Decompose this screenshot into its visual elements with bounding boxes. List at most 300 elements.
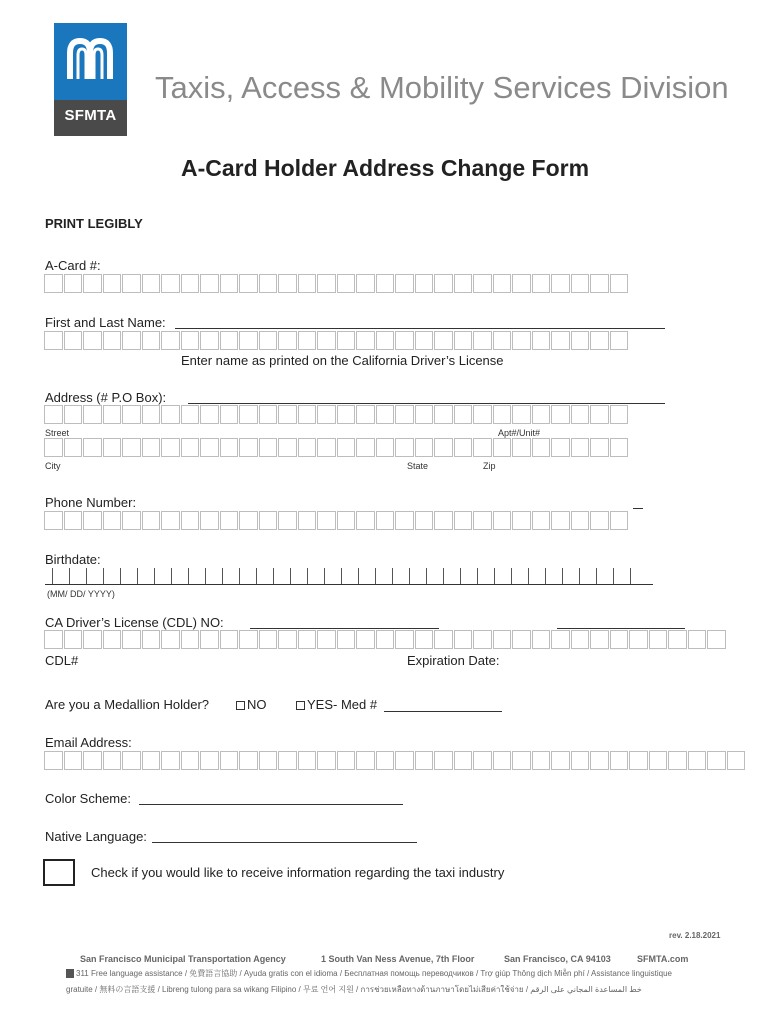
date-tick[interactable] — [392, 568, 407, 584]
char-box[interactable] — [181, 438, 200, 457]
date-tick[interactable] — [358, 568, 373, 584]
char-box[interactable] — [454, 751, 473, 770]
char-box[interactable] — [44, 511, 63, 530]
char-box[interactable] — [434, 751, 453, 770]
medallion-question: Are you a Medallion Holder? — [45, 697, 210, 712]
char-box[interactable] — [395, 630, 414, 649]
char-box[interactable] — [551, 751, 570, 770]
date-tick[interactable] — [290, 568, 305, 584]
street-caption: Street — [45, 428, 70, 438]
char-box[interactable] — [571, 331, 590, 350]
char-box[interactable] — [161, 274, 180, 293]
medallion-yes-option[interactable] — [296, 697, 377, 712]
char-box[interactable] — [454, 274, 473, 293]
char-box[interactable] — [610, 438, 629, 457]
char-box[interactable] — [376, 274, 395, 293]
char-box[interactable] — [278, 405, 297, 424]
char-box[interactable] — [415, 751, 434, 770]
date-tick[interactable] — [222, 568, 237, 584]
char-box[interactable] — [473, 630, 492, 649]
char-box[interactable] — [122, 511, 141, 530]
char-box[interactable] — [532, 511, 551, 530]
char-box[interactable] — [103, 405, 122, 424]
char-box[interactable] — [415, 630, 434, 649]
char-box[interactable] — [298, 751, 317, 770]
color-scheme-label: Color Scheme: — [45, 791, 131, 806]
char-box[interactable] — [376, 405, 395, 424]
address-label: Address (# P.O Box): — [45, 390, 167, 405]
char-box[interactable] — [142, 405, 161, 424]
date-tick[interactable] — [494, 568, 509, 584]
char-box[interactable] — [259, 438, 278, 457]
char-box[interactable] — [181, 331, 200, 350]
char-box[interactable] — [142, 511, 161, 530]
char-box[interactable] — [668, 751, 687, 770]
char-box[interactable] — [161, 751, 180, 770]
char-box[interactable] — [376, 630, 395, 649]
char-box[interactable] — [590, 438, 609, 457]
char-box[interactable] — [512, 405, 531, 424]
char-box[interactable] — [122, 438, 141, 457]
char-box[interactable] — [259, 405, 278, 424]
char-box[interactable] — [259, 331, 278, 350]
date-tick[interactable] — [511, 568, 526, 584]
char-box[interactable] — [44, 274, 63, 293]
char-box[interactable] — [493, 511, 512, 530]
char-box[interactable] — [395, 274, 414, 293]
char-box[interactable] — [356, 438, 375, 457]
char-box[interactable] — [317, 274, 336, 293]
char-box[interactable] — [83, 630, 102, 649]
char-box[interactable] — [415, 274, 434, 293]
char-box[interactable] — [337, 630, 356, 649]
char-box[interactable] — [571, 274, 590, 293]
char-box[interactable] — [493, 751, 512, 770]
footer-city: San Francisco, CA 94103 — [504, 954, 611, 964]
date-tick[interactable] — [52, 568, 67, 584]
birthdate-input-ticks[interactable] — [52, 568, 647, 584]
expiration-caption: Expiration Date: — [407, 653, 500, 668]
date-tick[interactable] — [579, 568, 594, 584]
char-box[interactable] — [298, 405, 317, 424]
date-tick[interactable] — [256, 568, 271, 584]
char-box[interactable] — [200, 405, 219, 424]
char-box[interactable] — [337, 511, 356, 530]
char-box[interactable] — [337, 438, 356, 457]
char-box[interactable] — [434, 331, 453, 350]
char-box[interactable] — [337, 331, 356, 350]
date-tick[interactable] — [341, 568, 356, 584]
char-box[interactable] — [239, 405, 258, 424]
char-box[interactable] — [278, 274, 297, 293]
date-tick[interactable] — [477, 568, 492, 584]
char-box[interactable] — [200, 511, 219, 530]
char-box[interactable] — [610, 405, 629, 424]
date-tick[interactable] — [137, 568, 152, 584]
char-box[interactable] — [571, 405, 590, 424]
char-box[interactable] — [376, 331, 395, 350]
char-box[interactable] — [44, 751, 63, 770]
date-tick[interactable] — [375, 568, 390, 584]
char-box[interactable] — [512, 438, 531, 457]
char-box[interactable] — [376, 751, 395, 770]
char-box[interactable] — [298, 331, 317, 350]
date-tick[interactable] — [239, 568, 254, 584]
char-box[interactable] — [200, 438, 219, 457]
form-title: A-Card Holder Address Change Form — [180, 155, 590, 181]
no-label: NO — [247, 697, 267, 712]
char-box[interactable] — [122, 331, 141, 350]
char-box[interactable] — [395, 331, 414, 350]
char-box[interactable] — [103, 751, 122, 770]
char-box[interactable] — [415, 331, 434, 350]
char-box[interactable] — [376, 511, 395, 530]
acard-input-boxes[interactable] — [44, 274, 629, 293]
char-box[interactable] — [493, 331, 512, 350]
color-scheme-underline[interactable] — [139, 804, 403, 805]
char-box[interactable] — [298, 511, 317, 530]
city-state-zip-boxes[interactable] — [44, 438, 629, 457]
date-tick[interactable] — [273, 568, 288, 584]
char-box[interactable] — [590, 751, 609, 770]
char-box[interactable] — [590, 511, 609, 530]
char-box[interactable] — [337, 274, 356, 293]
char-box[interactable] — [239, 331, 258, 350]
char-box[interactable] — [532, 751, 551, 770]
char-box[interactable] — [610, 274, 629, 293]
char-box[interactable] — [317, 630, 336, 649]
char-box[interactable] — [259, 751, 278, 770]
char-box[interactable] — [200, 751, 219, 770]
char-box[interactable] — [161, 511, 180, 530]
char-box[interactable] — [649, 630, 668, 649]
char-box[interactable] — [473, 331, 492, 350]
date-tick[interactable] — [545, 568, 560, 584]
date-tick[interactable] — [324, 568, 339, 584]
char-box[interactable] — [298, 630, 317, 649]
yes-checkbox[interactable] — [296, 701, 305, 710]
char-box[interactable] — [356, 751, 375, 770]
char-box[interactable] — [83, 331, 102, 350]
char-box[interactable] — [434, 274, 453, 293]
char-box[interactable] — [278, 751, 297, 770]
email-input-boxes[interactable] — [44, 751, 746, 770]
division-title: Taxis, Access & Mobility Services Division — [155, 70, 729, 105]
char-box[interactable] — [454, 511, 473, 530]
char-box[interactable] — [64, 630, 83, 649]
char-box[interactable] — [571, 438, 590, 457]
char-box[interactable] — [83, 405, 102, 424]
char-box[interactable] — [142, 331, 161, 350]
char-box[interactable] — [239, 438, 258, 457]
date-tick[interactable] — [562, 568, 577, 584]
char-box[interactable] — [317, 438, 336, 457]
char-box[interactable] — [356, 630, 375, 649]
char-box[interactable] — [707, 751, 726, 770]
date-tick[interactable] — [409, 568, 424, 584]
char-box[interactable] — [532, 274, 551, 293]
char-box[interactable] — [161, 331, 180, 350]
char-box[interactable] — [220, 274, 239, 293]
footer-agency: San Francisco Municipal Transportation Agency — [80, 954, 286, 964]
char-box[interactable] — [395, 511, 414, 530]
char-box[interactable] — [239, 630, 258, 649]
char-box[interactable] — [571, 751, 590, 770]
char-box[interactable] — [83, 274, 102, 293]
date-tick[interactable] — [460, 568, 475, 584]
date-tick[interactable] — [188, 568, 203, 584]
char-box[interactable] — [103, 274, 122, 293]
char-box[interactable] — [395, 438, 414, 457]
char-box[interactable] — [629, 630, 648, 649]
char-box[interactable] — [590, 630, 609, 649]
char-box[interactable] — [551, 331, 570, 350]
char-box[interactable] — [473, 511, 492, 530]
char-box[interactable] — [259, 274, 278, 293]
char-box[interactable] — [278, 438, 297, 457]
char-box[interactable] — [259, 511, 278, 530]
char-box[interactable] — [278, 331, 297, 350]
state-caption: State — [407, 461, 429, 471]
char-box[interactable] — [571, 630, 590, 649]
date-tick[interactable] — [86, 568, 101, 584]
char-box[interactable] — [454, 438, 473, 457]
char-box[interactable] — [44, 630, 63, 649]
char-box[interactable] — [707, 630, 726, 649]
char-box[interactable] — [317, 331, 336, 350]
char-box[interactable] — [64, 511, 83, 530]
char-box[interactable] — [161, 438, 180, 457]
char-box[interactable] — [142, 438, 161, 457]
cdl-underline — [250, 628, 439, 629]
char-box[interactable] — [473, 751, 492, 770]
logo-mark — [54, 23, 127, 100]
footer-language-line-2: gratuite / 無料の言語支援 / Libreng tulong para sa wikang Filipino / 무료 언어 지원 / การช่วยเหลือทางด้านภาษาโดยไม่เสียค่าใช้จ่าย / خط المساعدة المجاني على الرقم — [66, 985, 642, 994]
date-tick[interactable] — [205, 568, 220, 584]
char-box[interactable] — [220, 331, 239, 350]
char-box[interactable] — [122, 274, 141, 293]
char-box[interactable] — [415, 405, 434, 424]
char-box[interactable] — [259, 630, 278, 649]
char-box[interactable] — [551, 511, 570, 530]
char-box[interactable] — [356, 511, 375, 530]
print-legibly-note: PRINT LEGIBLY — [45, 216, 143, 231]
char-box[interactable] — [337, 751, 356, 770]
phone-input-boxes[interactable] — [44, 511, 629, 530]
char-box[interactable] — [590, 405, 609, 424]
name-hint: Enter name as printed on the California Driver’s License — [181, 353, 504, 368]
char-box[interactable] — [142, 751, 161, 770]
footer-address: 1 South Van Ness Avenue, 7th Floor — [321, 954, 475, 964]
char-box[interactable] — [181, 405, 200, 424]
char-box[interactable] — [239, 511, 258, 530]
char-box[interactable] — [83, 511, 102, 530]
char-box[interactable] — [122, 630, 141, 649]
char-box[interactable] — [434, 405, 453, 424]
char-box[interactable] — [44, 331, 63, 350]
char-box[interactable] — [122, 751, 141, 770]
char-box[interactable] — [434, 630, 453, 649]
char-box[interactable] — [220, 405, 239, 424]
char-box[interactable] — [278, 630, 297, 649]
char-box[interactable] — [473, 405, 492, 424]
char-box[interactable] — [454, 630, 473, 649]
char-box[interactable] — [239, 274, 258, 293]
char-box[interactable] — [610, 331, 629, 350]
char-box[interactable] — [629, 751, 648, 770]
char-box[interactable] — [454, 331, 473, 350]
char-box[interactable] — [590, 331, 609, 350]
date-tick[interactable] — [171, 568, 186, 584]
char-box[interactable] — [181, 274, 200, 293]
date-tick[interactable] — [426, 568, 441, 584]
char-box[interactable] — [64, 274, 83, 293]
char-box[interactable] — [239, 751, 258, 770]
char-box[interactable] — [512, 331, 531, 350]
char-box[interactable] — [532, 405, 551, 424]
char-box[interactable] — [64, 405, 83, 424]
char-box[interactable] — [181, 511, 200, 530]
char-box[interactable] — [356, 274, 375, 293]
char-box[interactable] — [649, 751, 668, 770]
char-box[interactable] — [551, 405, 570, 424]
char-box[interactable] — [64, 331, 83, 350]
street-input-boxes[interactable] — [44, 405, 629, 424]
char-box[interactable] — [454, 405, 473, 424]
char-box[interactable] — [181, 630, 200, 649]
char-box[interactable] — [317, 751, 336, 770]
medallion-no-option[interactable] — [236, 697, 267, 712]
char-box[interactable] — [473, 274, 492, 293]
char-box[interactable] — [200, 274, 219, 293]
char-box[interactable] — [512, 751, 531, 770]
char-box[interactable] — [532, 630, 551, 649]
char-box[interactable] — [161, 630, 180, 649]
char-box[interactable] — [161, 405, 180, 424]
date-tick[interactable] — [613, 568, 628, 584]
char-box[interactable] — [83, 751, 102, 770]
char-box[interactable] — [376, 438, 395, 457]
char-box[interactable] — [493, 630, 512, 649]
char-box[interactable] — [415, 438, 434, 457]
char-box[interactable] — [278, 511, 297, 530]
char-box[interactable] — [220, 511, 239, 530]
char-box[interactable] — [493, 274, 512, 293]
char-box[interactable] — [181, 751, 200, 770]
char-box[interactable] — [610, 630, 629, 649]
char-box[interactable] — [298, 438, 317, 457]
char-box[interactable] — [64, 751, 83, 770]
char-box[interactable] — [395, 405, 414, 424]
taxi-info-checkbox[interactable] — [43, 859, 75, 886]
taxi-info-label: Check if you would like to receive information regarding the taxi industry — [91, 865, 505, 880]
char-box[interactable] — [103, 511, 122, 530]
char-box[interactable] — [103, 630, 122, 649]
footer-site[interactable]: SFMTA.com — [637, 954, 689, 964]
char-box[interactable] — [103, 331, 122, 350]
date-tick[interactable] — [103, 568, 118, 584]
char-box[interactable] — [220, 751, 239, 770]
no-checkbox[interactable] — [236, 701, 245, 710]
char-box[interactable] — [83, 438, 102, 457]
date-tick[interactable] — [443, 568, 458, 584]
char-box[interactable] — [688, 630, 707, 649]
char-box[interactable] — [142, 274, 161, 293]
char-box[interactable] — [142, 630, 161, 649]
apt-caption: Apt#/Unit# — [498, 428, 541, 438]
cdl-caption: CDL# — [45, 653, 79, 668]
date-tick[interactable] — [154, 568, 169, 584]
char-box[interactable] — [493, 405, 512, 424]
name-input-boxes[interactable] — [44, 331, 629, 350]
char-box[interactable] — [122, 405, 141, 424]
char-box[interactable] — [200, 630, 219, 649]
date-tick[interactable] — [120, 568, 135, 584]
birthdate-label: Birthdate: — [45, 552, 101, 567]
char-box[interactable] — [551, 630, 570, 649]
date-tick[interactable] — [596, 568, 611, 584]
char-box[interactable] — [434, 511, 453, 530]
char-box[interactable] — [103, 438, 122, 457]
char-box[interactable] — [551, 438, 570, 457]
char-box[interactable] — [44, 405, 63, 424]
char-box[interactable] — [298, 274, 317, 293]
char-box[interactable] — [610, 751, 629, 770]
char-box[interactable] — [571, 511, 590, 530]
cdl-input-boxes[interactable] — [44, 630, 727, 649]
char-box[interactable] — [473, 438, 492, 457]
char-box[interactable] — [415, 511, 434, 530]
char-box[interactable] — [688, 751, 707, 770]
native-language-underline[interactable] — [152, 842, 417, 843]
char-box[interactable] — [317, 405, 336, 424]
footer-language-line-1 — [66, 968, 706, 979]
yes-label: YES- Med # — [307, 697, 378, 712]
char-box[interactable] — [64, 438, 83, 457]
char-box[interactable] — [493, 438, 512, 457]
char-box[interactable] — [356, 405, 375, 424]
char-box[interactable] — [356, 331, 375, 350]
char-box[interactable] — [395, 751, 414, 770]
char-box[interactable] — [532, 438, 551, 457]
char-box[interactable] — [434, 438, 453, 457]
char-box[interactable] — [200, 331, 219, 350]
char-box[interactable] — [551, 274, 570, 293]
char-box[interactable] — [532, 331, 551, 350]
char-box[interactable] — [220, 630, 239, 649]
char-box[interactable] — [668, 630, 687, 649]
char-box[interactable] — [590, 274, 609, 293]
char-box[interactable] — [317, 511, 336, 530]
med-number-underline[interactable] — [384, 711, 502, 712]
char-box[interactable] — [512, 511, 531, 530]
date-tick[interactable] — [528, 568, 543, 584]
date-tick[interactable] — [69, 568, 84, 584]
date-tick[interactable] — [630, 568, 645, 584]
footer-lang1-text: 311 Free language assistance / 免費語言協助 / Ayuda gratis con el idioma / Бесплатная помощь переводчиков / Trợ giúp Thông dịch Miễn phí / Assistance linguistique — [76, 969, 672, 978]
char-box[interactable] — [44, 438, 63, 457]
name-underline — [175, 328, 665, 329]
char-box[interactable] — [727, 751, 746, 770]
char-box[interactable] — [512, 630, 531, 649]
char-box[interactable] — [220, 438, 239, 457]
char-box[interactable] — [610, 511, 629, 530]
char-box[interactable] — [512, 274, 531, 293]
char-box[interactable] — [337, 405, 356, 424]
date-tick[interactable] — [307, 568, 322, 584]
birthdate-underline — [45, 584, 653, 585]
acard-label: A-Card #: — [45, 258, 101, 273]
